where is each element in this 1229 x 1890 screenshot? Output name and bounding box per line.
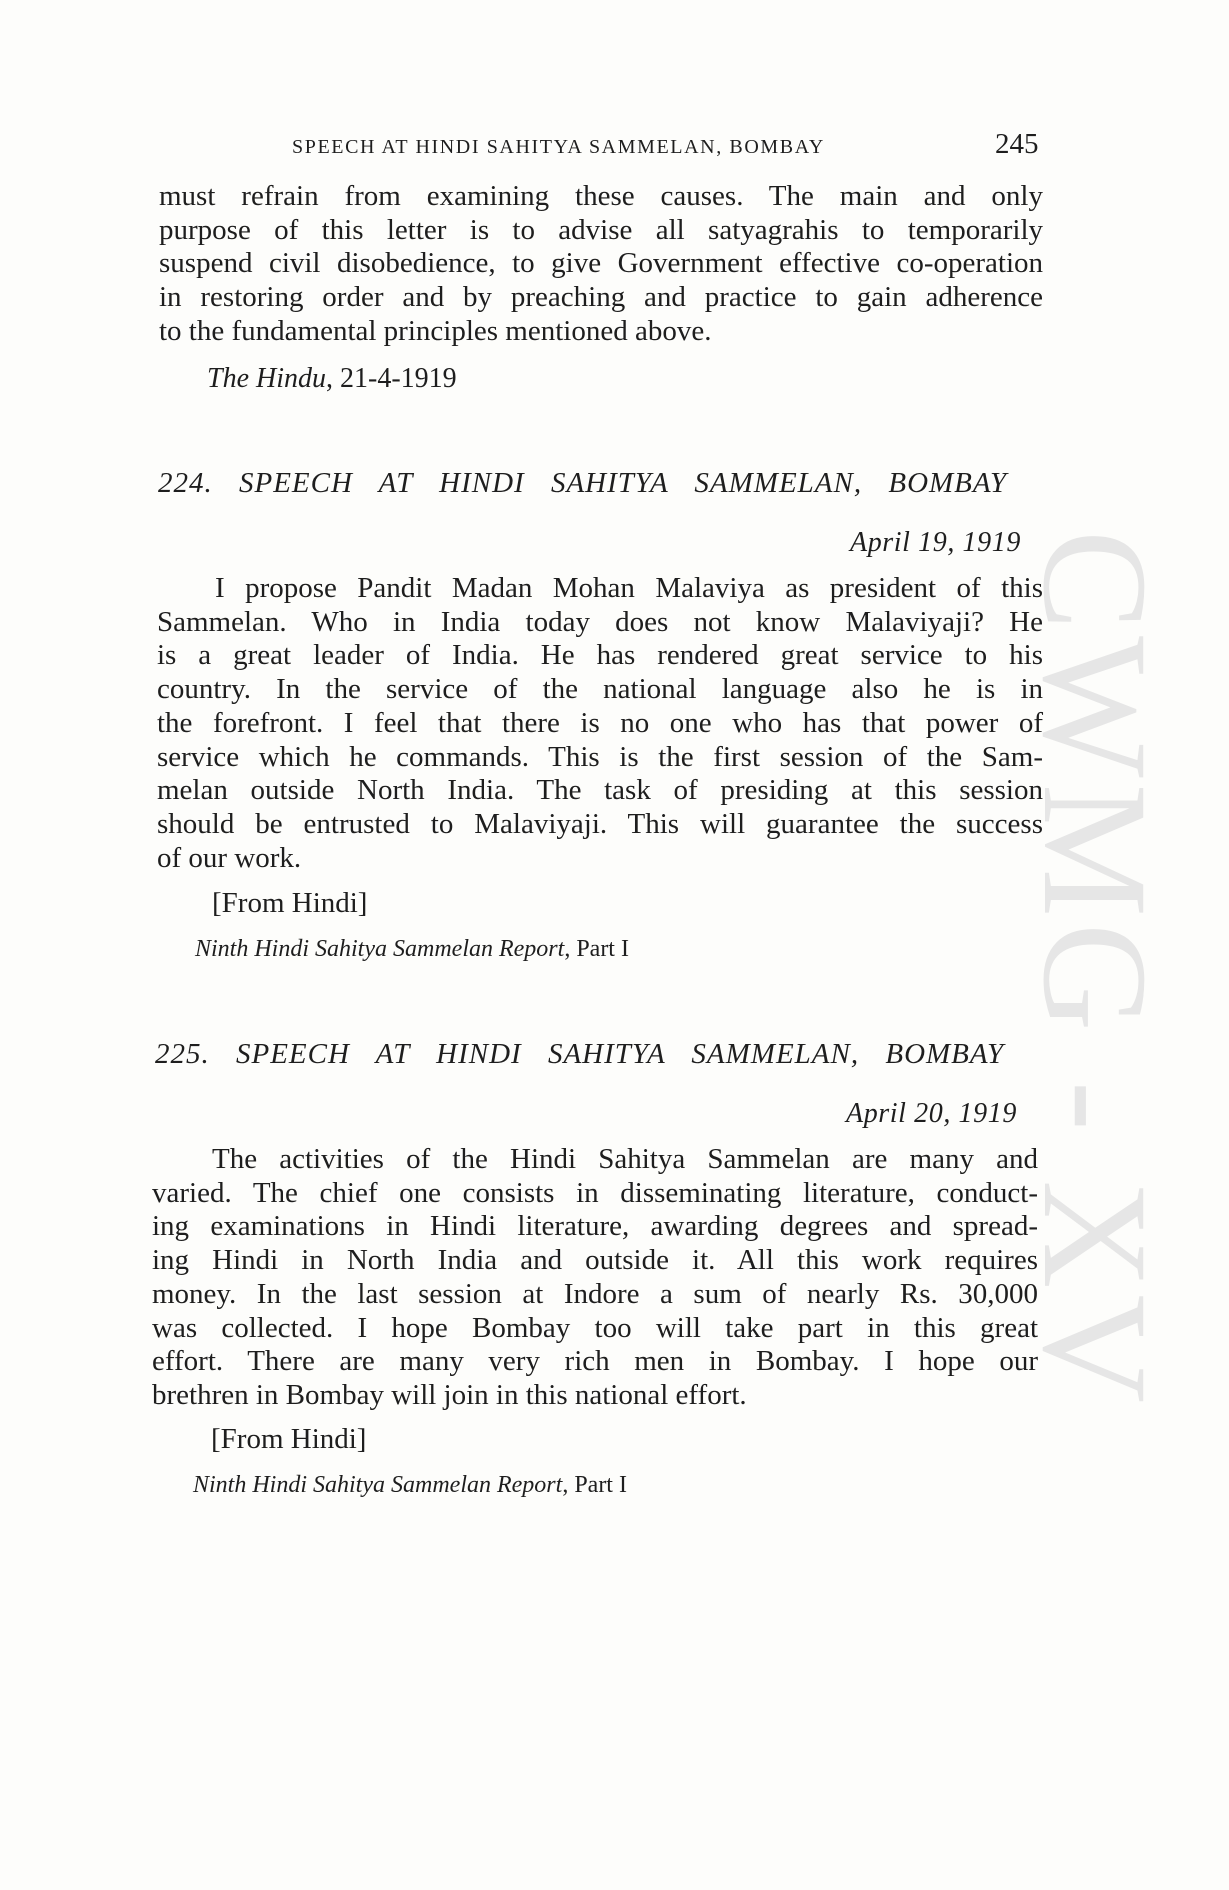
section-paragraph bbox=[152, 1143, 1038, 1413]
paragraph-line: in restoring order and by preaching and practice to gain adherence bbox=[159, 281, 1043, 314]
paragraph-line: The activities of the Hindi Sahitya Sammelan are many and bbox=[212, 1143, 1038, 1175]
paragraph-line: country. In the service of the national language also he is in bbox=[157, 673, 1043, 706]
source-title: The Hindu bbox=[207, 363, 326, 394]
section-heading: 225. SPEECH AT HINDI SAHITYA SAMMELAN, BOMBAY bbox=[155, 1038, 1005, 1070]
translation-note: [From Hindi] bbox=[212, 887, 368, 919]
source-citation bbox=[207, 363, 457, 395]
paragraph-line: Sammelan. Who in India today does not know Malaviyaji? He bbox=[157, 605, 1043, 638]
paragraph-line: money. In the last session at Indore a sum of nearly Rs. 30,000 bbox=[152, 1277, 1038, 1310]
paragraph-line: I propose Pandit Madan Mohan Malaviya as president of this bbox=[215, 572, 1043, 604]
paragraph-line: service which he commands. This is the first session of the Sam- bbox=[157, 740, 1043, 773]
paragraph-line: effort. There are many very rich men in Bombay. I hope our bbox=[152, 1345, 1038, 1378]
paragraph-line: varied. The chief one consists in disseminating literature, conduct- bbox=[152, 1176, 1038, 1209]
reference bbox=[195, 936, 629, 963]
paragraph-line: the forefront. I feel that there is no one who has that power of bbox=[157, 706, 1043, 739]
section-paragraph bbox=[157, 572, 1043, 875]
paragraph-line: of our work. bbox=[157, 841, 302, 874]
reference-part: , Part I bbox=[562, 1472, 627, 1498]
running-head: SPEECH AT HINDI SAHITYA SAMMELAN, BOMBAY bbox=[292, 136, 825, 158]
paragraph-line: purpose of this letter is to advise all satyagrahis to temporarily bbox=[159, 213, 1043, 246]
section-date: April 19, 1919 bbox=[850, 527, 1021, 558]
paragraph-line: ing examinations in Hindi literature, awarding degrees and spread- bbox=[152, 1210, 1038, 1243]
continuation-paragraph bbox=[159, 180, 1043, 349]
translation-note: [From Hindi] bbox=[211, 1423, 367, 1455]
section-date: April 20, 1919 bbox=[846, 1098, 1017, 1129]
paragraph-line: brethren in Bombay will join in this national effort. bbox=[152, 1378, 747, 1411]
paragraph-line: ing Hindi in North India and outside it. All this work requires bbox=[152, 1244, 1038, 1277]
section-heading: 224. SPEECH AT HINDI SAHITYA SAMMELAN, BOMBAY bbox=[158, 467, 1008, 499]
paragraph-line: suspend civil disobedience, to give Government effective co-operation bbox=[159, 247, 1043, 280]
reference-title: Ninth Hindi Sahitya Sammelan Report bbox=[195, 936, 565, 962]
paragraph-line: is a great leader of India. He has rendered great service to his bbox=[157, 639, 1043, 672]
page-number: 245 bbox=[995, 128, 1039, 160]
source-date: , 21-4-1919 bbox=[326, 363, 457, 394]
reference bbox=[193, 1472, 627, 1499]
paragraph-line: must refrain from examining these causes. The main and only bbox=[159, 180, 1043, 212]
paragraph-line: should be entrusted to Malaviyaji. This will guarantee the success bbox=[157, 807, 1043, 840]
reference-title: Ninth Hindi Sahitya Sammelan Report bbox=[193, 1472, 563, 1498]
paragraph-line: to the fundamental principles mentioned above. bbox=[159, 314, 712, 347]
watermark-text: CWMG - XV bbox=[1012, 530, 1178, 1409]
paragraph-line: melan outside North India. The task of presiding at this session bbox=[157, 774, 1043, 807]
reference-part: , Part I bbox=[564, 936, 629, 962]
paragraph-line: was collected. I hope Bombay too will take part in this great bbox=[152, 1311, 1038, 1344]
watermark bbox=[1012, 530, 1180, 1409]
